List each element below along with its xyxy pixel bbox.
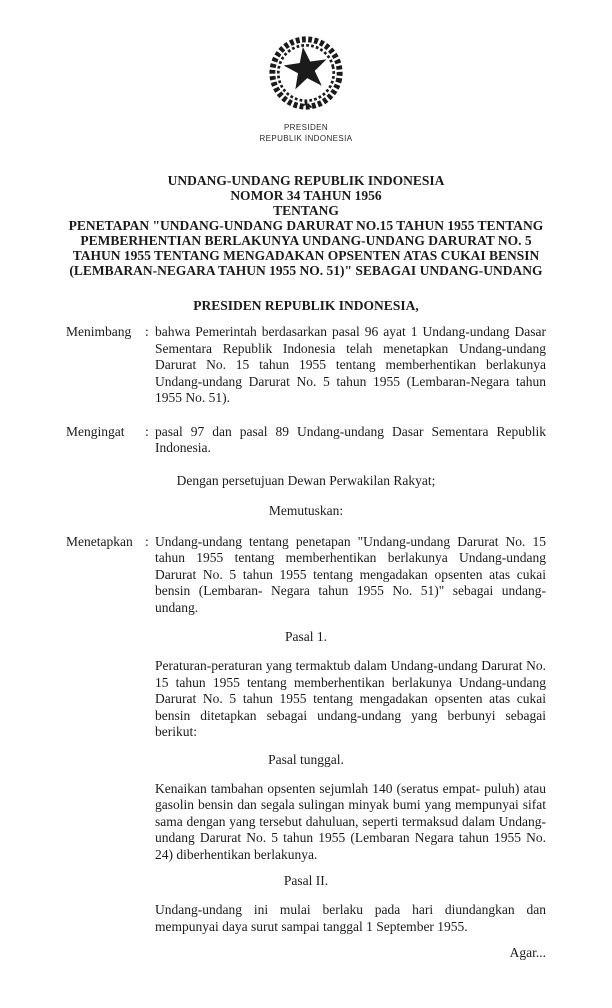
preamble-heading: PRESIDEN REPUBLIK INDONESIA, (193, 298, 419, 313)
article-body-pasal-1: Peraturan-peraturan yang termaktub dalam Undang-undang Darurat No. 15 tahun 1955 tentang memberhentikan berlakunya Undang-undang Darurat No. 5 tahun 1955 tentang mengadakan opsenten atas cukai bensin ditetapkan sebagai undang-undang yang berbunyi sebagai berikut: (155, 658, 546, 739)
title-line: (LEMBARAN-NEGARA TAHUN 1955 NO. 51)" SEBAGAI UNDANG-UNDANG (69, 263, 543, 278)
title-line: TAHUN 1955 TENTANG MENGADAKAN OPSENTEN ATAS CUKAI BENSIN (72, 248, 540, 263)
letterhead-line1: PRESIDEN (283, 123, 329, 132)
article-body-pasal-tunggal: Kenaikan tambahan opsenten sejumlah 140 (seratus empat- puluh) atau gasolin bensin dan segala sulingan minyak bumi yang mempunyai sifat sama dengan yang tersebut dahuluan, seperti termaksud dalam Undang-undang Darurat No. 5 tahun 1955 (Lembaran Negara tahun 1955 No. 24) diberhentikan berlakunya. (155, 780, 546, 862)
clause-menetapkan (66, 534, 546, 617)
clause-colon: : (145, 324, 149, 339)
decision-heading: Memutuskan: (268, 502, 344, 518)
document-title (0, 173, 612, 278)
article-heading-pasal-1: Pasal 1. (285, 629, 327, 644)
clause-label: Menetapkan (66, 533, 133, 549)
title-line: NOMOR 34 TAHUN 1956 (230, 188, 382, 203)
clause-label: Menimbang (66, 324, 132, 339)
star-in-wreath-seal-icon (260, 33, 352, 113)
title-line: UNDANG-UNDANG REPUBLIK INDONESIA (167, 173, 445, 188)
article-heading-pasal-ii: Pasal II. (283, 873, 329, 888)
title-line: PENETAPAN "UNDANG-UNDANG DARURAT NO.15 TAHUN 1955 TENTANG (68, 218, 544, 233)
letterhead-text (0, 123, 612, 144)
article-heading-pasal-tunggal: Pasal tunggal. (268, 751, 344, 767)
clause-menimbang (66, 324, 546, 407)
clause-text: bahwa Pemerintah berdasarkan pasal 96 ayat 1 Undang-undang Dasar Sementara Republik Indonesia telah menetapkan Undang-undang Darurat No. 15 tahun 1955 tentang memberhentikan berlakunya Undang-undang Darurat No. 5 tahun 1955 (Lembaran-Negara tahun 1955 No. 51). (155, 324, 546, 405)
letterhead-line2: REPUBLIK INDONESIA (259, 133, 353, 143)
article-body-pasal-ii: Undang-undang ini mulai berlaku pada hari diundangkan dan mempunyai daya surut sampai tanggal 1 September 1955. (155, 902, 546, 934)
document-body (66, 297, 546, 961)
title-line: PEMBERHENTIAN BERLAKUNYA UNDANG-UNDANG DARURAT NO. 5 (80, 233, 532, 248)
continuation-marker: Agar... (509, 945, 546, 960)
clause-text: pasal 97 dan pasal 89 Undang-undang Dasar Sementara Republik Indonesia. (155, 423, 546, 455)
clause-colon: : (145, 533, 149, 549)
letterhead (0, 0, 612, 144)
title-line: TENTANG (273, 203, 339, 218)
clause-colon: : (145, 423, 149, 439)
clause-label: Mengingat (66, 423, 125, 439)
clause-text: Undang-undang tentang penetapan "Undang-undang Darurat No. 15 tahun 1955 tentang memberhentikan berlakunya Undang-undang Darurat No. 5 tahun 1955 tentang mengadakan opsenten atas cukai bensin (Lembaran- Negara tahun 1955 No. 51)" sebagai undang-undang. (155, 533, 546, 615)
clause-mengingat (66, 424, 546, 457)
agreement-line: Dengan persetujuan Dewan Perwakilan Rakyat; (176, 472, 436, 488)
